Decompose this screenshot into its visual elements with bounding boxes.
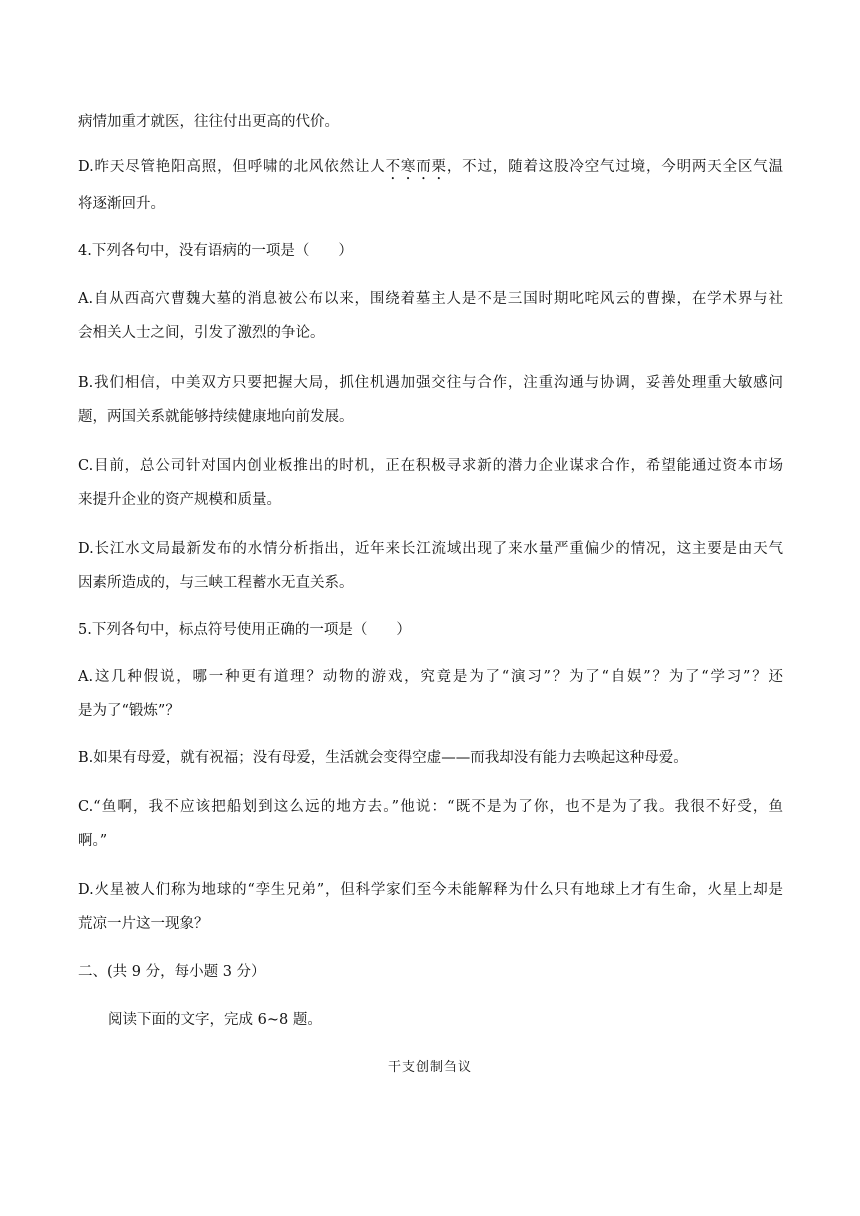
text-line: A.自从西高穴曹魏大墓的消息被公布以来，围绕着墓主人是不是三国时期叱咤风云的曹操，在学术界与社 bbox=[78, 291, 783, 307]
section-heading: 二、(共 9 分，每小题 3 分） bbox=[78, 964, 266, 980]
text-line: 来提升企业的资产规模和质量。 bbox=[78, 492, 281, 508]
passage-title: 干支创制刍议 bbox=[387, 1060, 472, 1075]
text-line: D.长江水文局最新发布的水情分析指出，近年来长江流域出现了来水量严重偏少的情况，这主要是由天气 bbox=[78, 541, 783, 557]
emphasized-idiom: 不寒而栗 bbox=[385, 159, 447, 175]
text-line: D.火星被人们称为地球的“孪生兄弟”，但科学家们至今未能解释为什么只有地球上才有生命，火星上却是 bbox=[78, 882, 783, 898]
text-line: C.目前，总公司针对国内创业板推出的时机，正在积极寻求新的潜力企业谋求合作，希望能通过资本市场 bbox=[78, 458, 783, 474]
question-4-stem: 4.下列各句中，没有语病的一项是（ ） bbox=[78, 243, 353, 259]
text-line: 会相关人士之间，引发了激烈的争论。 bbox=[78, 325, 325, 341]
option-d-line bbox=[78, 157, 783, 183]
text-line: 荒凉一片这一现象？ bbox=[78, 916, 209, 932]
text-line: 病情加重才就医，往往付出更高的代价。 bbox=[78, 114, 339, 130]
text-line: B.我们相信，中美双方只要把握大局，抓住机遇加强交往与合作，注重沟通与协调，妥善处理重大敏感问 bbox=[78, 375, 783, 391]
text-line: 题，两国关系就能够持续健康地向前发展。 bbox=[78, 409, 354, 425]
text-line: 啊。” bbox=[78, 833, 108, 849]
text-line: C.“鱼啊，我不应该把船划到这么远的地方去。”他说：“既不是为了你，也不是为了我。我很不好受，鱼 bbox=[78, 799, 783, 815]
text-line: B.如果有母爱，就有祝福；没有母爱，生活就会变得空虚——而我却没有能力去唤起这种母爱。 bbox=[78, 750, 688, 766]
text-line: 因素所造成的，与三峡工程蓄水无直关系。 bbox=[78, 575, 354, 591]
option-d-after: ，不过，随着这股冷空气过境，今明两天全区气温 bbox=[446, 159, 783, 175]
text-line: 是为了“锻炼”？ bbox=[78, 703, 180, 719]
reading-instruction: 阅读下面的文字，完成 6~8 题。 bbox=[108, 1012, 322, 1028]
option-d-before: D.昨天尽管艳阳高照，但呼啸的北风依然让人 bbox=[78, 159, 386, 175]
text-line: 将逐渐回升。 bbox=[78, 196, 165, 212]
text-line: A.这几种假说，哪一种更有道理？动物的游戏，究竟是为了“演习”？为了“自娱”？为了“学习”？还 bbox=[78, 669, 783, 685]
question-5-stem: 5.下列各句中，标点符号使用正确的一项是（ ） bbox=[78, 622, 411, 638]
